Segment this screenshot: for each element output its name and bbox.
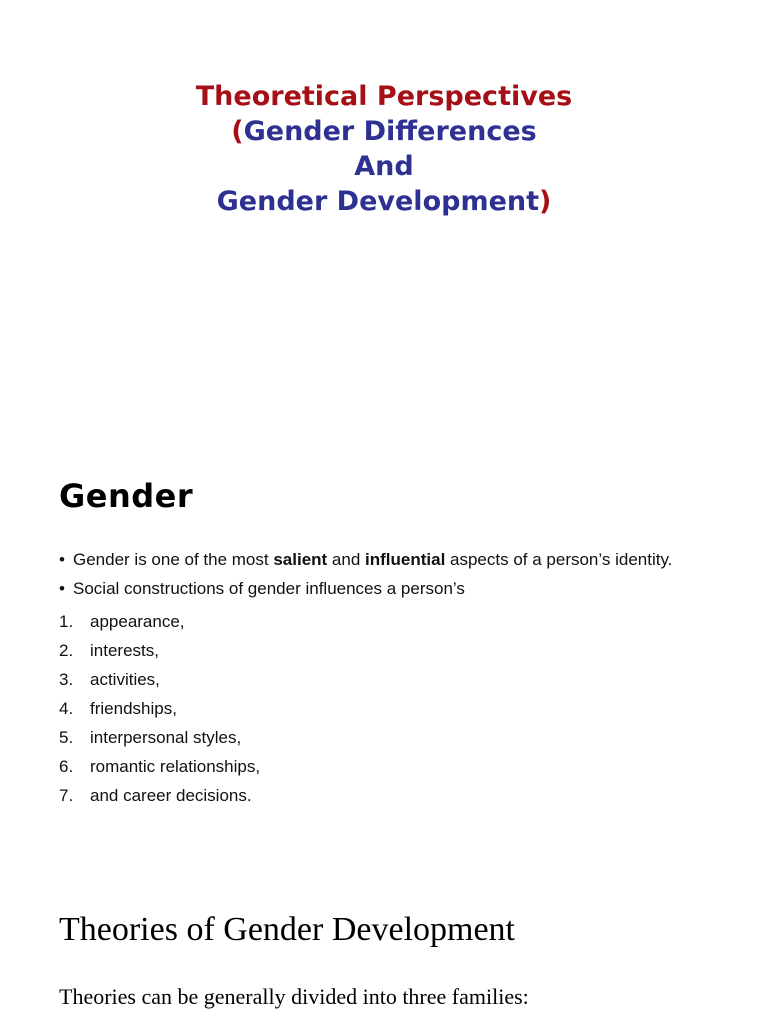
title-line-3: And bbox=[354, 151, 414, 182]
title-line-1: Theoretical Perspectives bbox=[195, 81, 573, 112]
bullet-text: Social constructions of gender influences a person’s bbox=[73, 579, 465, 598]
title-line-4 bbox=[0, 184, 768, 219]
gender-body bbox=[59, 549, 709, 810]
list-item bbox=[59, 723, 709, 752]
bold-term: influential bbox=[365, 550, 446, 569]
bullet-text: Gender is one of the most bbox=[73, 550, 274, 569]
gender-heading: Gender bbox=[59, 477, 194, 515]
list-item bbox=[59, 752, 709, 781]
title-subtitle-text: Gender Differences bbox=[243, 116, 537, 147]
title-line-2 bbox=[0, 114, 768, 149]
title-subtitle-text-2: Gender Development bbox=[216, 186, 540, 217]
list-number: 4. bbox=[59, 699, 74, 718]
list-text: and career decisions. bbox=[90, 786, 252, 805]
open-paren: ( bbox=[231, 116, 244, 147]
bullet-item bbox=[59, 549, 709, 571]
bullet-text: aspects of a person’s identity. bbox=[445, 550, 673, 569]
bullet-dot: • bbox=[59, 579, 65, 598]
list-item bbox=[59, 665, 709, 694]
numbered-list bbox=[59, 607, 709, 810]
list-number: 5. bbox=[59, 728, 74, 747]
list-text: interests, bbox=[90, 641, 159, 660]
list-item bbox=[59, 781, 709, 810]
slide-title bbox=[0, 79, 768, 219]
list-item bbox=[59, 636, 709, 665]
list-number: 6. bbox=[59, 757, 74, 776]
theories-heading: Theories of Gender Development bbox=[59, 911, 515, 948]
list-text: interpersonal styles, bbox=[90, 728, 242, 747]
list-item bbox=[59, 607, 709, 636]
bullet-text: and bbox=[327, 550, 366, 569]
list-number: 1. bbox=[59, 612, 74, 631]
bullet-dot: • bbox=[59, 550, 65, 569]
close-paren: ) bbox=[539, 186, 552, 217]
list-text: activities, bbox=[90, 670, 160, 689]
bold-term: salient bbox=[273, 550, 328, 569]
list-text: romantic relationships, bbox=[90, 757, 261, 776]
list-text: appearance, bbox=[90, 612, 185, 631]
list-number: 2. bbox=[59, 641, 74, 660]
bullet-item bbox=[59, 578, 709, 600]
list-number: 3. bbox=[59, 670, 74, 689]
list-text: friendships, bbox=[90, 699, 177, 718]
theories-intro: Theories can be generally divided into three families: bbox=[59, 984, 529, 1009]
list-item bbox=[59, 694, 709, 723]
list-number: 7. bbox=[59, 786, 74, 805]
